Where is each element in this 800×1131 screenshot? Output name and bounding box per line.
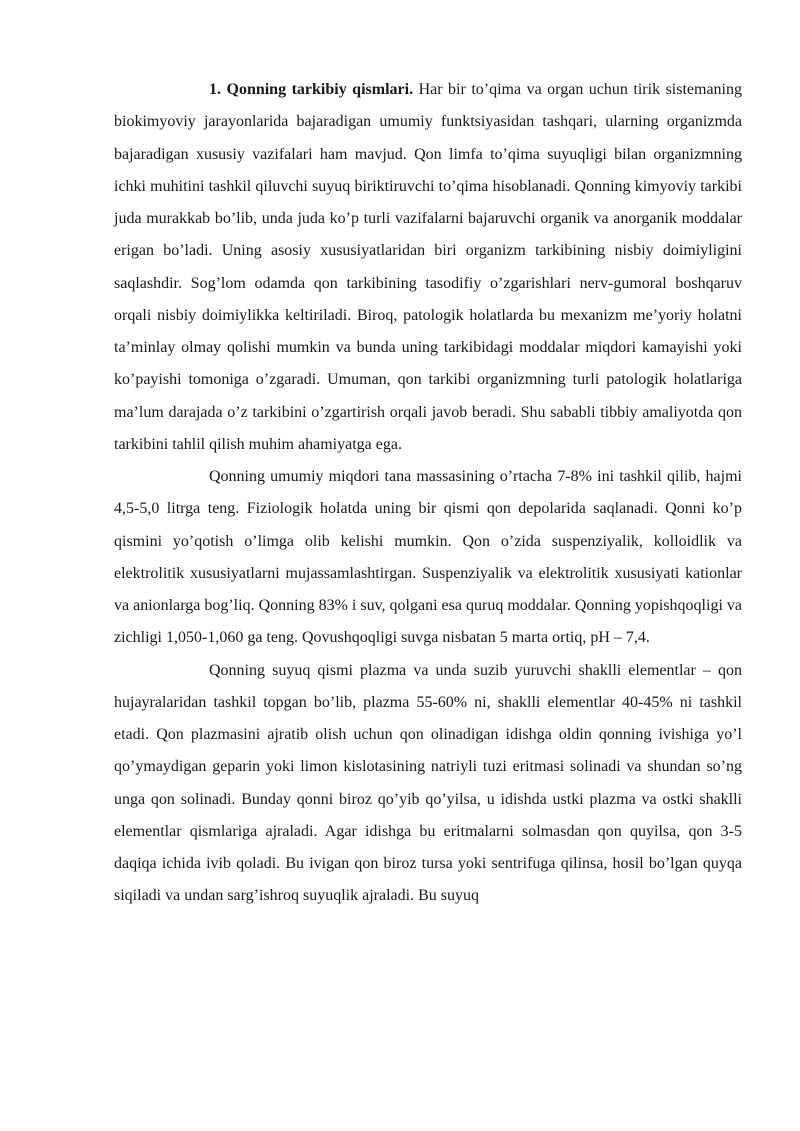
paragraph-blood-volume bbox=[114, 461, 742, 655]
paragraph-text: Qonning suyuq qismi plazma va unda suzib yuruvchi shaklli elementlar – qon hujayralaridan tashkil topgan bo’lib, plazma 55-60% ni, shaklli elementlar 40-45% ni tashkil etadi. Qon plazmasini ajratib olish uchun qon olinadigan idishga oldin qonning ivishiga yo’l qo’ymaydigan geparin yoki limon kislotasining natriyli tuzi eritmasi solinadi va shundan so’ng unga qon solinadi. Bunday qonni biroz qo’yib qo’yilsa, u idishda ustki plazma va ostki shaklli elementlar qismlariga ajraladi. Agar idishga bu eritmalarni solmasdan qon quyilsa, qon 3-5 daqiqa ichida ivib qoladi. Bu ivigan qon biroz tursa yoki sentrifuga qilinsa, hosil bo’lgan quyqa siqiladi va undan sarg’ishroq suyuqlik ajraladi. Bu suyuq bbox=[114, 661, 742, 905]
paragraph-blood-plasma bbox=[114, 655, 742, 913]
document-page bbox=[114, 74, 742, 913]
paragraph-blood-components bbox=[114, 74, 742, 461]
paragraph-text: Har bir to’qima va organ uchun tirik sistemaning biokimyoviy jarayonlarida bajaradigan umumiy funktsiyasidan tashqari, ularning organizmda bajaradigan xususiy vazifalari ham mavjud. Qon limfa to’qima suyuqligi bilan organizmning ichki muhitini tashkil qiluvchi suyuq biriktiruvchi to’qima hisoblanadi. Qonning kimyoviy tarkibi juda murakkab bo’lib, unda juda ko’p turli vazifalarni bajaruvchi organik va anorganik moddalar erigan bo’ladi. Uning asosiy xususiyatlaridan biri organizm tarkibining nisbiy doimiyligini saqlashdir. Sog’lom odamda qon tarkibining tasodifiy o’zgarishlari nerv-gumoral boshqaruv orqali nisbiy doimiylikka keltiriladi. Biroq, patologik holatlarda bu mexanizm me’yoriy holatni ta’minlay olmay qolishi mumkin va bunda uning tarkibidagi moddalar miqdori kamayishi yoki ko’payishi tomoniga o’zgaradi. Umuman, qon tarkibi organizmning turli patologik holatlariga ma’lum darajada o’z tarkibini o’zgartirish orqali javob beradi. Shu sababli tibbiy amaliyotda qon tarkibini tahlil qilish muhim ahamiyatga ega. bbox=[114, 81, 743, 453]
section-heading: 1. Qonning tarkibiy qismlari. bbox=[209, 81, 414, 98]
paragraph-text: Qonning umumiy miqdori tana massasining o’rtacha 7-8% ini tashkil qilib, hajmi 4,5-5,0 litrga teng. Fiziologik holatda uning bir qismi qon depolarida saqlanadi. Qonni ko’p qismini yo’qotish o’limga olib kelishi mumkin. Qon o’zida suspenziyalik, kolloidlik va elektrolitik xususiyatlarni mujassamlashtirgan. Suspenziyalik va elektrolitik xususiyati kationlar va anionlarga bog’liq. Qonning 83% i suv, qolgani esa quruq moddalar. Qonning yopishqoqligi va zichligi 1,050-1,060 ga teng. Qovushqoqligi suvga nisbatan 5 marta ortiq, pH – 7,4. bbox=[114, 468, 742, 647]
